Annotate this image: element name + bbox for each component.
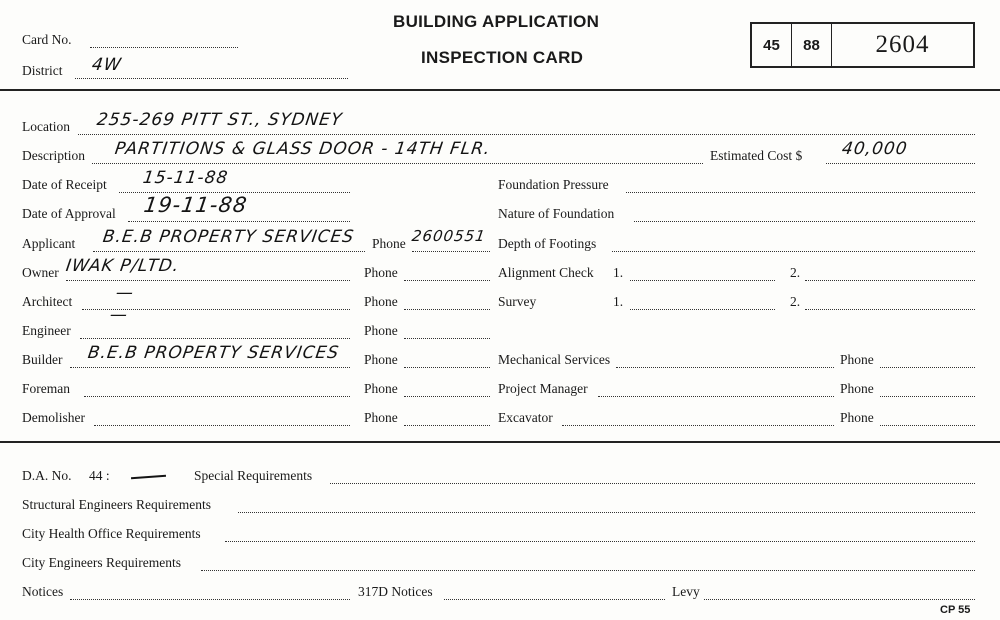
builder-label: Builder xyxy=(22,352,63,367)
alignment-1-label: 1. xyxy=(613,265,624,280)
structural-label: Structural Engineers Requirements xyxy=(22,497,211,512)
excavator-phone-field[interactable] xyxy=(880,425,975,426)
date-approval-label: Date of Approval xyxy=(22,206,116,221)
da-no-label: D.A. No. xyxy=(22,468,72,483)
estimated-cost-label: Estimated Cost $ xyxy=(710,148,803,163)
engineer-phone-field[interactable] xyxy=(404,338,490,339)
levy-field[interactable] xyxy=(704,599,975,600)
owner-phone-field[interactable] xyxy=(404,280,490,281)
mechanical-label: Mechanical Services xyxy=(498,352,611,367)
notices-317d-field[interactable] xyxy=(444,599,665,600)
mechanical-phone-field[interactable] xyxy=(880,367,975,368)
architect-value: — xyxy=(114,283,136,303)
date-receipt-label: Date of Receipt xyxy=(22,177,107,192)
excavator-label: Excavator xyxy=(498,410,553,425)
top-divider xyxy=(0,89,1000,91)
owner-phone-label: Phone xyxy=(364,265,398,280)
notices-label: Notices xyxy=(22,584,64,599)
excavator-phone-label: Phone xyxy=(840,410,874,425)
project-manager-field[interactable] xyxy=(598,396,834,397)
demolisher-phone-field[interactable] xyxy=(404,425,490,426)
alignment-check-label: Alignment Check xyxy=(498,265,594,280)
foreman-phone-field[interactable] xyxy=(404,396,490,397)
health-label: City Health Office Requirements xyxy=(22,526,201,541)
applicant-phone-label: Phone xyxy=(372,236,406,251)
estimated-cost-field[interactable] xyxy=(826,163,975,164)
application-number-box xyxy=(750,22,975,68)
foundation-pressure-field[interactable] xyxy=(626,192,975,193)
title-line-1: BUILDING APPLICATION xyxy=(393,12,600,31)
location-label: Location xyxy=(22,119,70,134)
builder-phone-label: Phone xyxy=(364,352,398,367)
foundation-pressure-label: Foundation Pressure xyxy=(498,177,609,192)
title-line-2: INSPECTION CARD xyxy=(421,48,584,67)
alignment-1-field[interactable] xyxy=(630,280,775,281)
applicant-phone-value: 2600551 xyxy=(410,227,488,245)
project-manager-phone-label: Phone xyxy=(840,381,874,396)
description-field[interactable] xyxy=(92,163,703,164)
excavator-field[interactable] xyxy=(562,425,834,426)
engineer-field[interactable] xyxy=(80,338,350,339)
health-field[interactable] xyxy=(225,541,975,542)
engineer-label: Engineer xyxy=(22,323,71,338)
da-no-prefix: 44 : xyxy=(89,468,110,483)
district-label: District xyxy=(22,63,63,78)
demolisher-phone-label: Phone xyxy=(364,410,398,425)
card-no-label: Card No. xyxy=(22,32,72,47)
engineer-value: — xyxy=(108,305,130,325)
builder-field[interactable] xyxy=(70,367,350,368)
special-requirements-label: Special Requirements xyxy=(194,468,313,483)
notices-317d-label: 317D Notices xyxy=(358,584,433,599)
card-no-field[interactable] xyxy=(90,47,238,48)
nature-foundation-field[interactable] xyxy=(634,221,975,222)
date-approval-value: 19-11-88 xyxy=(142,193,250,217)
mechanical-phone-label: Phone xyxy=(840,352,874,367)
builder-phone-field[interactable] xyxy=(404,367,490,368)
owner-field[interactable] xyxy=(66,280,350,281)
district-value: 4W xyxy=(90,55,124,75)
survey-2-label: 2. xyxy=(790,294,801,309)
notices-field[interactable] xyxy=(70,599,350,600)
city-engineers-label: City Engineers Requirements xyxy=(22,555,181,570)
demolisher-field[interactable] xyxy=(94,425,350,426)
survey-1-label: 1. xyxy=(613,294,624,309)
location-field[interactable] xyxy=(78,134,975,135)
structural-field[interactable] xyxy=(238,512,975,513)
district-field[interactable] xyxy=(75,78,348,79)
applicant-value: B.E.B PROPERTY SERVICES xyxy=(101,227,356,247)
engineer-phone-label: Phone xyxy=(364,323,398,338)
depth-footings-label: Depth of Footings xyxy=(498,236,597,251)
da-no-dash xyxy=(131,475,166,479)
mechanical-field[interactable] xyxy=(616,367,834,368)
applicant-field[interactable] xyxy=(93,251,365,252)
city-engineers-field[interactable] xyxy=(201,570,975,571)
builder-value: B.E.B PROPERTY SERVICES xyxy=(86,343,341,363)
depth-footings-field[interactable] xyxy=(612,251,975,252)
owner-value: IWAK P/LTD. xyxy=(64,256,181,276)
date-approval-field[interactable] xyxy=(128,221,350,222)
box-cell-2: 88 xyxy=(792,24,832,66)
foreman-label: Foreman xyxy=(22,381,70,396)
box-number: 2604 xyxy=(875,31,930,58)
estimated-cost-value: 40,000 xyxy=(840,139,909,159)
applicant-label: Applicant xyxy=(22,236,76,251)
alignment-2-field[interactable] xyxy=(805,280,975,281)
alignment-2-label: 2. xyxy=(790,265,801,280)
demolisher-label: Demolisher xyxy=(22,410,85,425)
nature-foundation-label: Nature of Foundation xyxy=(498,206,615,221)
survey-2-field[interactable] xyxy=(805,309,975,310)
levy-label: Levy xyxy=(672,584,700,599)
survey-label: Survey xyxy=(498,294,537,309)
project-manager-phone-field[interactable] xyxy=(880,396,975,397)
date-receipt-value: 15-11-88 xyxy=(141,168,230,188)
applicant-phone-field[interactable] xyxy=(412,251,490,252)
description-label: Description xyxy=(22,148,85,163)
middle-divider xyxy=(0,441,1000,443)
description-value: PARTITIONS & GLASS DOOR - 14TH FLR. xyxy=(113,139,492,159)
architect-phone-label: Phone xyxy=(364,294,398,309)
owner-label: Owner xyxy=(22,265,59,280)
box-cell-1: 45 xyxy=(752,24,792,66)
form-code: CP 55 xyxy=(940,604,971,616)
location-value: 255-269 PITT ST., SYDNEY xyxy=(95,110,344,130)
architect-label: Architect xyxy=(22,294,73,309)
survey-1-field[interactable] xyxy=(630,309,775,310)
foreman-field[interactable] xyxy=(84,396,350,397)
foreman-phone-label: Phone xyxy=(364,381,398,396)
special-requirements-field[interactable] xyxy=(330,483,975,484)
architect-phone-field[interactable] xyxy=(404,309,490,310)
project-manager-label: Project Manager xyxy=(498,381,588,396)
